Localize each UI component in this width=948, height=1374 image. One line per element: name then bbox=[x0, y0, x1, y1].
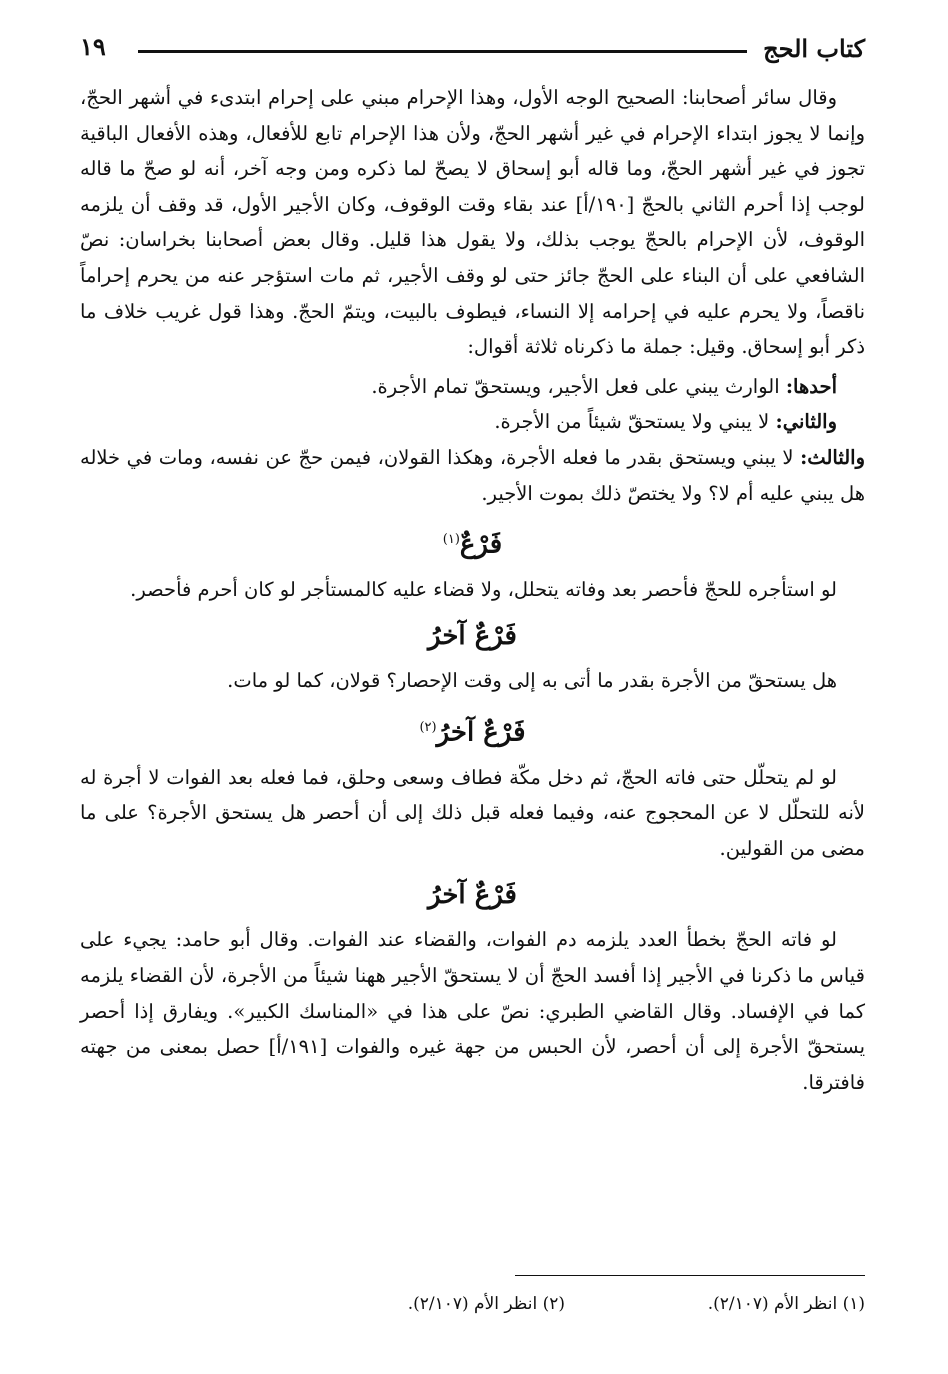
opinion-label: والثاني: bbox=[775, 410, 837, 434]
running-title: كتاب الحج bbox=[763, 34, 865, 63]
opinion-text: لا يبني ويستحق بقدر ما فعله الأجرة، وهكذا القولان، فيمن حجّ عن نفسه، ومات في خلاله هل يبني عليه أم لا؟ ولا يختصّ ذلك بموت الأجير. bbox=[80, 445, 865, 505]
opinion-text: لا يبني ولا يستحقّ شيئاً من الأجرة. bbox=[494, 410, 776, 434]
paragraph: هل يستحقّ من الأجرة بقدر ما أتى به إلى وقت الإحصار؟ قولان، كما لو مات. bbox=[227, 669, 837, 693]
page-number: ١٩ bbox=[80, 32, 106, 61]
paragraph: وقال سائر أصحابنا: الصحيح الوجه الأول، وهذا الإحرام مبني على إحرام ابتدىء في أشهر الحجّ، وإنما لا يجوز ابتداء الإحرام في غير أشهر الحجّ، ولأن هذا الإحرام تابع للأفعال، وهذه الأفعال الباقية تجوز في غير أشهر الحجّ، وما قاله أبو إسحاق لا يصحّ لما ذكره ومن وجه آخر، أنه لو صحّ ما قاله لوجب إذا أحرم الثاني بالحجّ [١٩٠/أ] عند بقاء وقت الوقوف، وكان الأجير الأول، قد وقف أن يلزمه الوقوف، لأن الإحرام بالحجّ يوجب بذلك، ولا يقول هذا قليل. وقال بعض أصحابنا بخراسان: نصّ الشافعي على أن البناء على الحجّ جائز حتى لو وقف الأجير، ثم مات استؤجر عنه من يحرم إحراماً ناقصاً، ولا يحرم عليه في إحرامه إلا النساء، فيطوف بالبيت، ويتمّ الحجّ. وهذا قول غريب خلاف ما ذكر أبو إسحاق. وقيل: جملة ما ذكرناه ثلاثة أقوال: bbox=[80, 86, 865, 359]
opinion-label: أحدها: bbox=[785, 374, 837, 398]
running-header bbox=[80, 30, 865, 70]
header-rule bbox=[138, 50, 747, 53]
paragraph: لو استأجره للحجّ فأحصر بعد وفاته يتحلل، ولا قضاء عليه كالمستأجر لو كان أحرم فأحصر. bbox=[130, 577, 837, 601]
opinion-label: والثالث: bbox=[800, 445, 865, 469]
paragraph: لو فاته الحجّ بخطأ العدد يلزمه دم الفوات، والقضاء عند الفوات. وقال أبو حامد: يجيء على قياس ما ذكرنا في الأجير إذا أفسد الحجّ أن لا يستحقّ الأجير ههنا شيئاً من الأجرة، لأن القضاء يلزمه كما في الإفساد. وقال القاضي الطبري: نصّ على هذا في «المناسك الكبير». ويفارق إذا أحصر يستحقّ الأجرة إلى أن أحصر، لأن الحبس من جهة غيره والفوات [١٩١/أ] حصل بمعنى من جهته فافترقا. bbox=[80, 928, 865, 1094]
section-heading: فَرْعٌ آخرُ$^{(٢)}$ bbox=[419, 717, 526, 748]
footnote-2: (٢) انظر الأم (٢/١٠٧). bbox=[407, 1294, 565, 1314]
section-heading: فَرْعٌ آخرُ bbox=[428, 621, 517, 652]
footnote-rule bbox=[515, 1275, 865, 1276]
footnote-1: (١) انظر الأم (٢/١٠٧). bbox=[707, 1294, 865, 1314]
section-heading: فَرْعٌ$^{(١)}$ bbox=[442, 529, 503, 560]
paragraph: لو لم يتحلّل حتى فاته الحجّ، ثم دخل مكّة فطاف وسعى وحلق، فما فعله بعد الفوات لا أجرة له لأنه للتحلّل لا عن المحجوج عنه، وفيما فعله قبل ذلك إلى أن أحصر هل يستحق الأجرة؟ على ما مضى من القولين. bbox=[80, 765, 865, 860]
section-heading: فَرْعٌ آخرُ bbox=[428, 880, 517, 911]
footnote-marker: (٢) bbox=[419, 719, 437, 735]
opinion-second bbox=[80, 404, 865, 440]
opinion-first bbox=[80, 369, 865, 405]
footnote-marker: (١) bbox=[442, 532, 460, 548]
page-body bbox=[80, 80, 865, 1100]
opinion-third bbox=[80, 440, 865, 511]
opinion-text: الوارث يبني على فعل الأجير، ويستحقّ تمام الأجرة. bbox=[371, 374, 786, 398]
